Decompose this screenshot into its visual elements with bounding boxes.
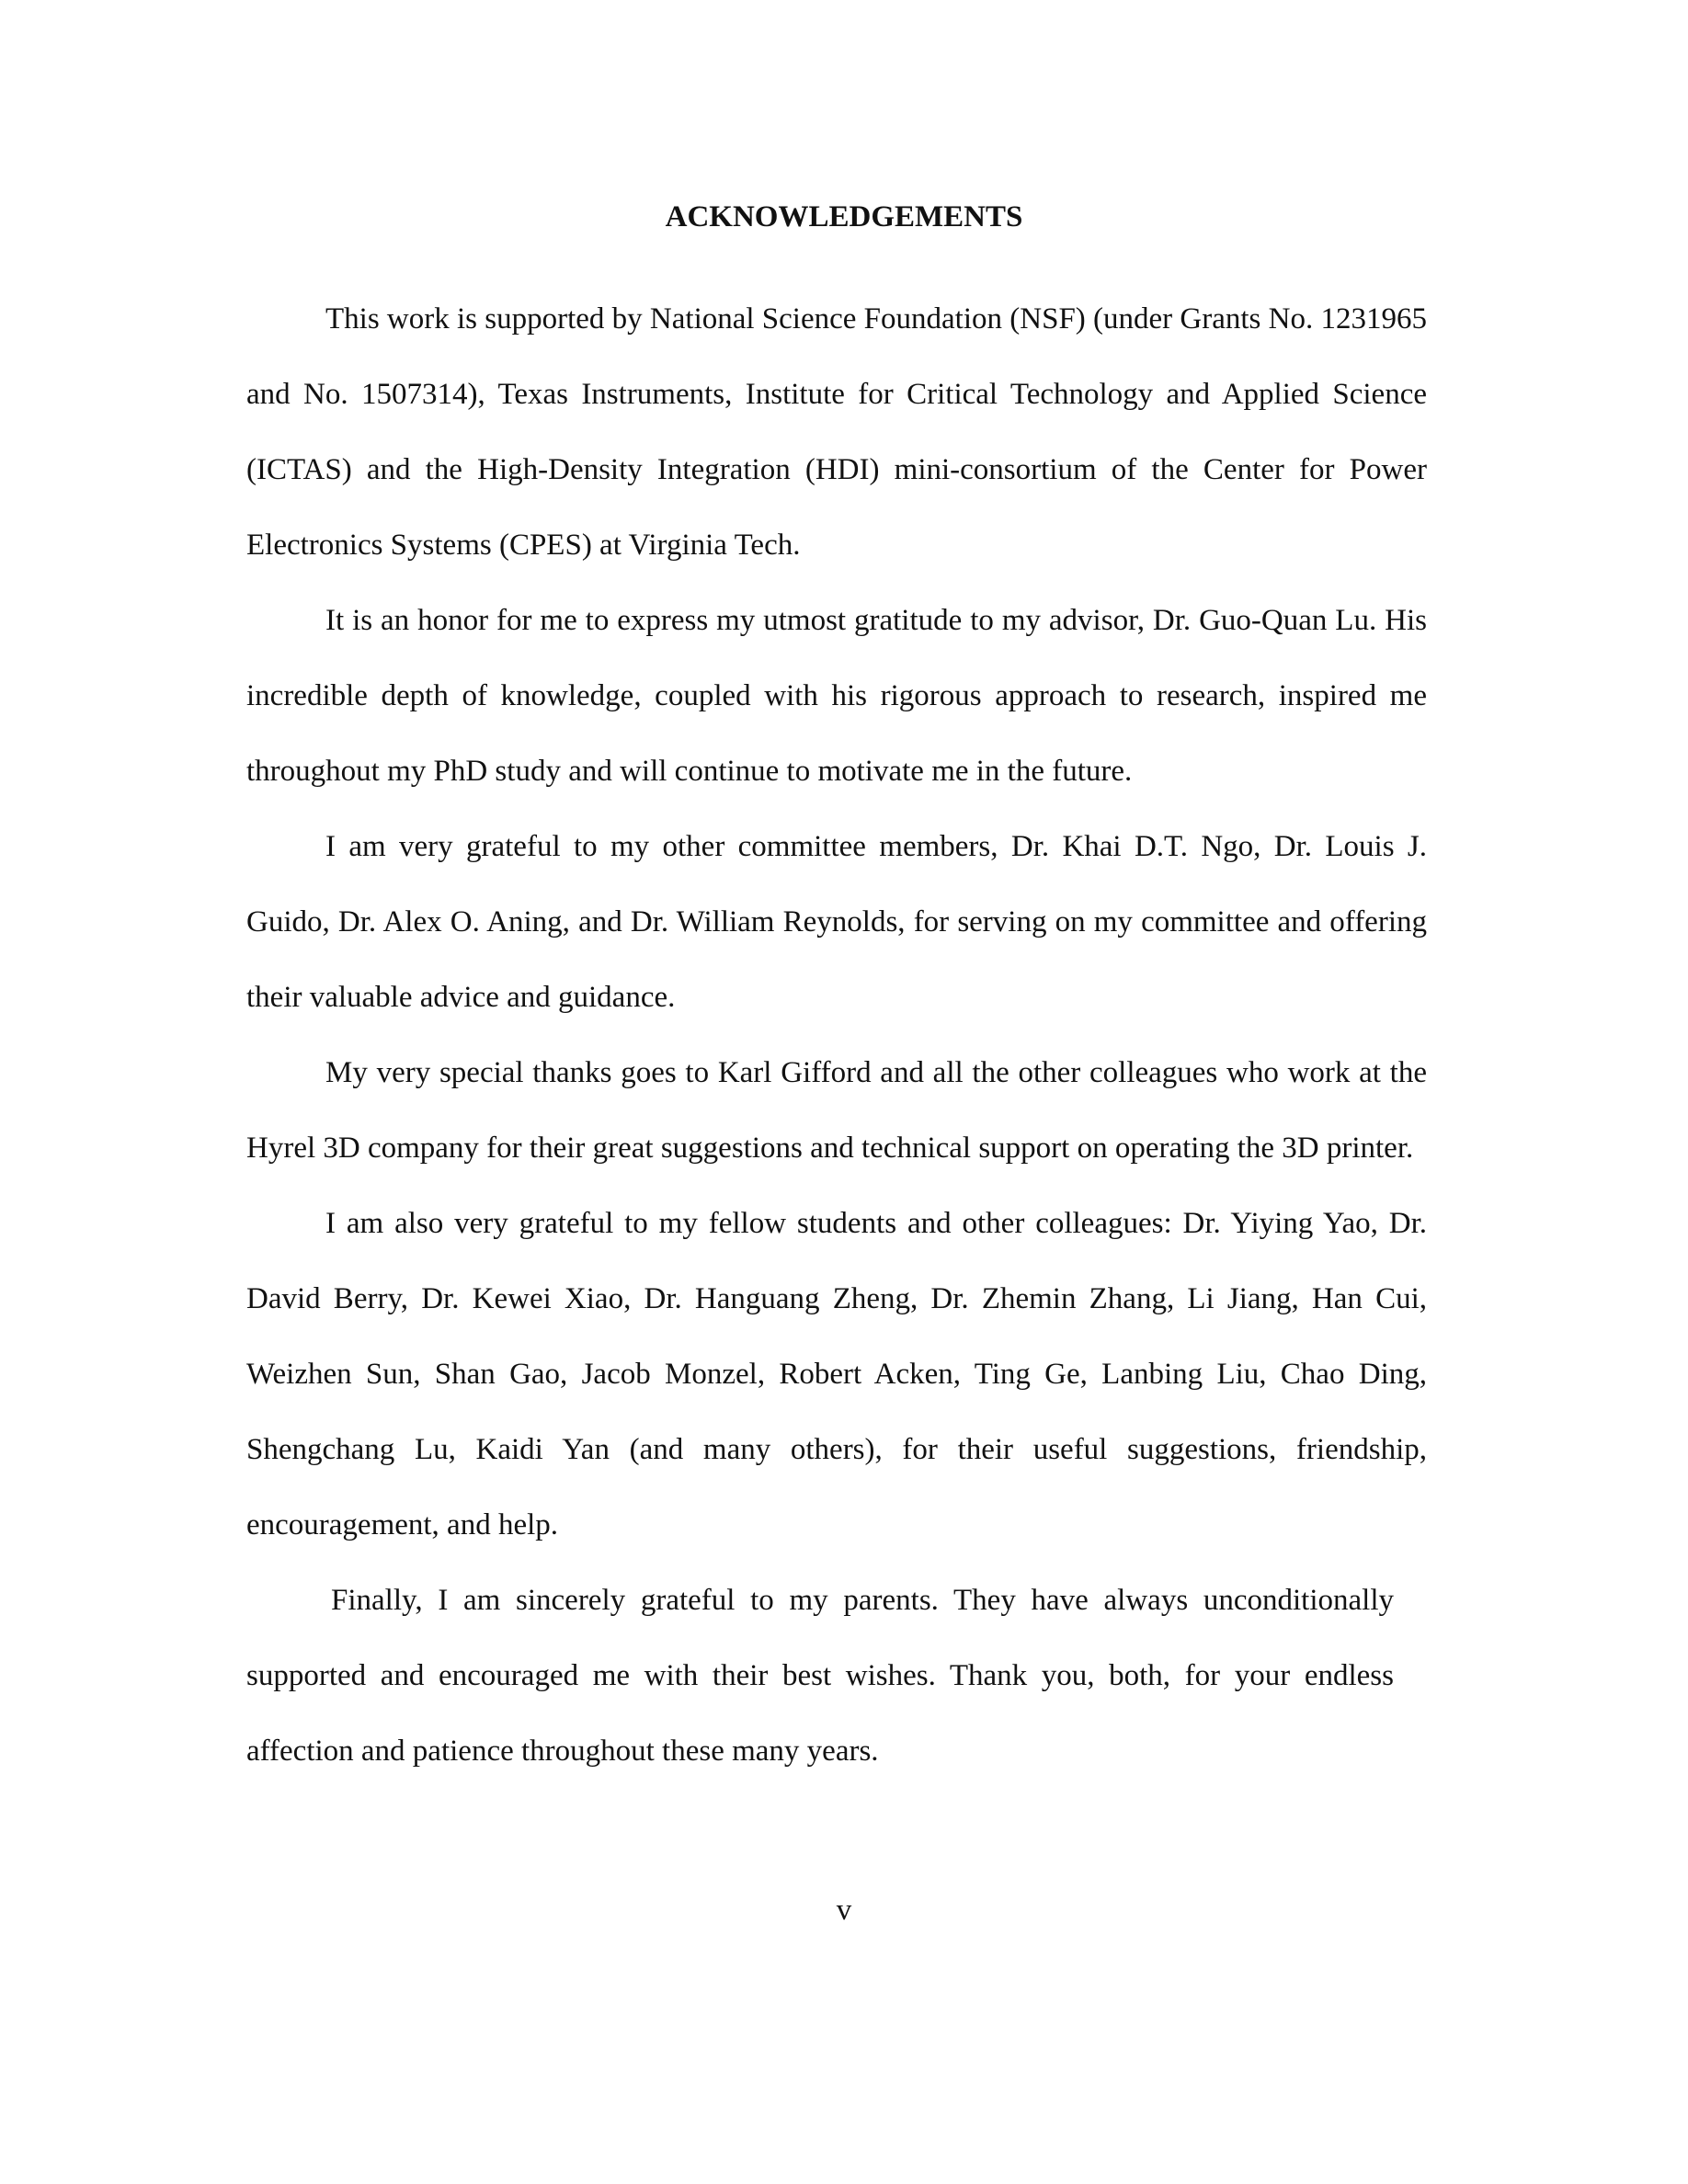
paragraph-colleagues: I am also very grateful to my fellow students and other colleagues: Dr. Yiying Yao, Dr. David Berry, Dr. Kewei Xiao, Dr. Hanguang Zheng, Dr. Zhemin Zhang, Li Jiang, Han Cui, Weizhen Sun, Shan Gao, Jacob Monzel, Robert Acken, Ting Ge, Lanbing Liu, Chao Ding, Shengchang Lu, Kaidi Yan (and many others), for their useful suggestions, friendship, encouragement, and help. bbox=[246, 1207, 1427, 1541]
paragraph-funding: This work is supported by National Science Foundation (NSF) (under Grants No. 1231965 and No. 1507314), Texas Instruments, Institute for Critical Technology and Applied Science (ICTAS) and the High-Density Integration (HDI) mini-consortium of the Center for Power Electronics Systems (CPES) at Virginia Tech. bbox=[246, 302, 1427, 562]
paragraph-committee: I am very grateful to my other committee members, Dr. Khai D.T. Ngo, Dr. Louis J. Guido, Dr. Alex O. Aning, and Dr. William Reynolds, for serving on my committee and offering their valuable advice and guidance. bbox=[246, 830, 1427, 1014]
page-number: v bbox=[836, 1894, 852, 1927]
page-title: ACKNOWLEDGEMENTS bbox=[665, 200, 1023, 233]
paragraph-hyrel: My very special thanks goes to Karl Gifford and all the other colleagues who work at the Hyrel 3D company for their great suggestions and technical support on operating the 3D printer. bbox=[246, 1056, 1427, 1165]
acknowledgements-body bbox=[246, 281, 1427, 1789]
paragraph-parents: Finally, I am sincerely grateful to my parents. They have always unconditionally supported and encouraged me with their best wishes. Thank you, both, for your endless affection and patience throughout these many years. bbox=[246, 1584, 1394, 1768]
paragraph-advisor: It is an honor for me to express my utmost gratitude to my advisor, Dr. Guo-Quan Lu. His incredible depth of knowledge, coupled with his rigorous approach to research, inspired me throughout my PhD study and will continue to motivate me in the future. bbox=[246, 604, 1427, 788]
